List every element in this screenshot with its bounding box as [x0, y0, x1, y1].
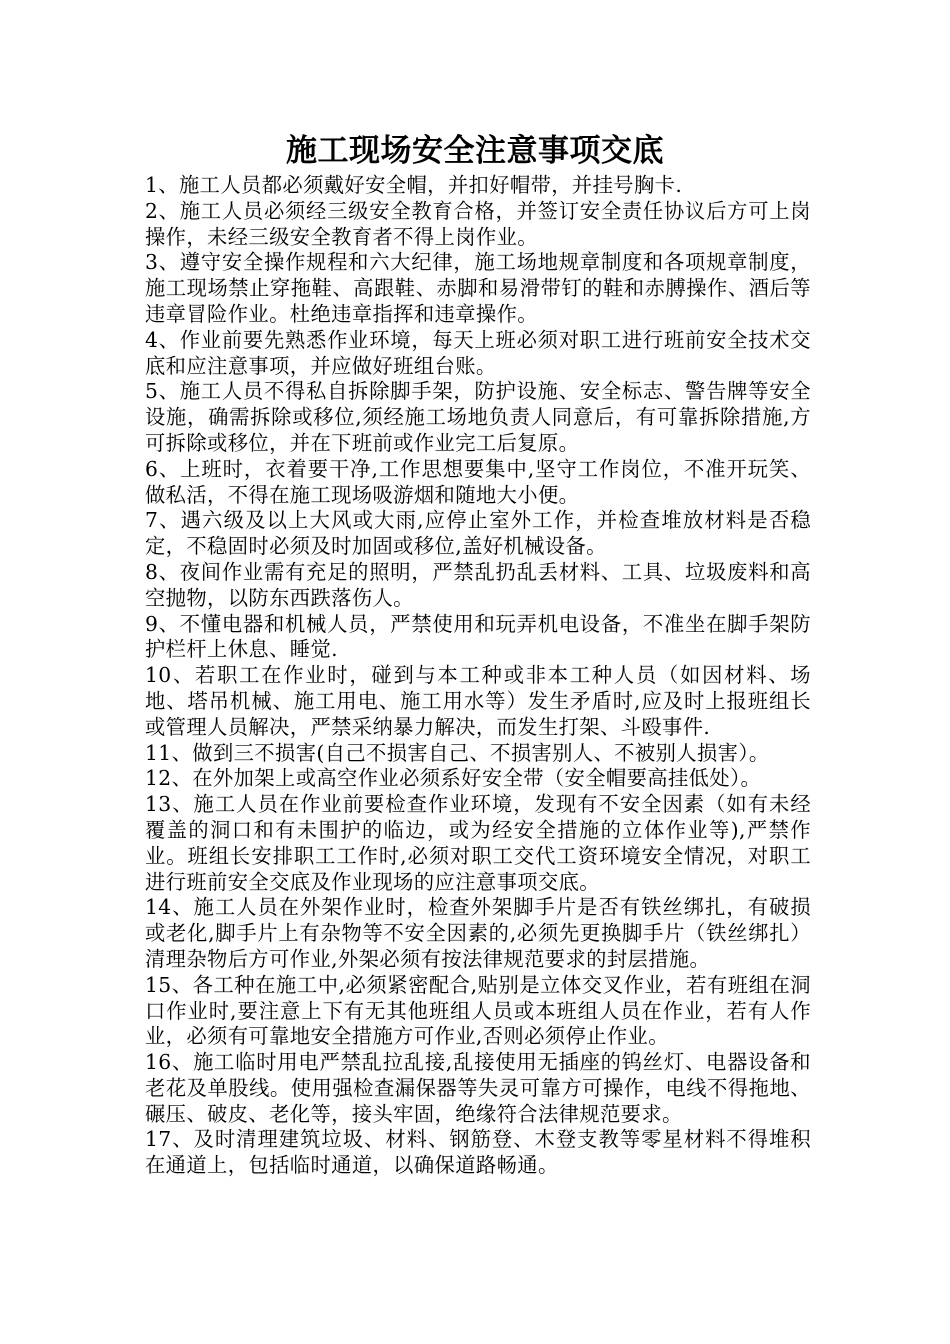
list-item: 5、施工人员不得私自拆除脚手架，防护设施、安全标志、警告牌等安全设施，确需拆除或移位,须经施工场地负责人同意后，有可靠拆除措施,方可拆除或移位，并在下班前或作业完工后复原。: [145, 379, 811, 455]
document-body: [145, 173, 811, 1179]
list-item: 8、夜间作业需有充足的照明，严禁乱扔乱丢材料、工具、垃圾废料和高空抛物，以防东西跌落伤人。: [145, 559, 811, 610]
list-item: 12、在外加架上或高空作业必须系好安全带（安全帽要高挂低处）。: [145, 766, 762, 791]
list-item: 4、作业前要先熟悉作业环境，每天上班必须对职工进行班前安全技术交底和应注意事项，并应做好班组台账。: [145, 327, 811, 378]
list-item: 14、施工人员在外架作业时，检查外架脚手片是否有铁丝绑扎，有破损或老化,脚手片上有杂物等不安全因素的,必须先更换脚手片（铁丝绑扎）清理杂物后方可作业,外架必须有按法律规范要求的封层措施。: [145, 895, 811, 971]
list-item: 9、不懂电器和机械人员，严禁使用和玩弄机电设备，不准坐在脚手架防护栏杆上休息、睡觉.: [145, 611, 811, 662]
list-item: 17、及时清理建筑垃圾、材料、钢筋登、木登支教等零星材料不得堆积在通道上，包括临时通道，以确保道路畅通。: [145, 1127, 811, 1178]
list-item: 7、遇六级及以上大风或大雨,应停止室外工作，并检查堆放材料是否稳定，不稳固时必须及时加固或移位,盖好机械设备。: [145, 508, 811, 559]
list-item: 6、上班时，衣着要干净,工作思想要集中,坚守工作岗位，不准开玩笑、做私活，不得在施工现场吸游烟和随地大小便。: [145, 456, 811, 507]
list-item: 10、若职工在作业时，碰到与本工种或非本工种人员（如因材料、场地、塔吊机械、施工用电、施工用水等）发生矛盾时,应及时上报班组长或管理人员解决，严禁采纳暴力解决，而发生打架、斗殴事件.: [145, 663, 811, 739]
list-item: 11、做到三不损害(自己不损害自己、不损害别人、不被别人损害）。: [145, 740, 770, 765]
list-item: 16、施工临时用电严禁乱拉乱接,乱接使用无插座的钨丝灯、电器设备和老花及单股线。使用强检查漏保器等失灵可靠方可操作，电线不得拖地、碾压、破皮、老化等，接头牢固，绝缘符合法律规范要求。: [145, 1050, 811, 1126]
document-title: 施工现场安全注意事项交底: [286, 133, 664, 169]
list-item: 1、施工人员都必须戴好安全帽，并扣好帽带，并挂号胸卡.: [145, 173, 683, 197]
list-item: 15、各工种在施工中,必须紧密配合,贴别是立体交叉作业，若有班组在洞口作业时,要注意上下有无其他班组人员或本班组人员在作业，若有人作业，必须有可靠地安全措施方可作业,否则必须停止作业。: [145, 972, 811, 1049]
list-item: 13、施工人员在作业前要检查作业环境，发现有不安全因素（如有未经覆盖的洞口和有未围护的临边，或为经安全措施的立体作业等),严禁作业。班组长安排职工工作时,必须对职工交代工资环境安全情况，对职工进行班前安全交底及作业现场的应注意事项交底。: [145, 792, 811, 894]
list-item: 3、遵守安全操作规程和六大纪律，施工场地规章制度和各项规章制度，施工现场禁止穿拖鞋、高跟鞋、赤脚和易滑带钉的鞋和赤膊操作、酒后等违章冒险作业。杜绝违章指挥和违章操作。: [145, 250, 811, 326]
list-item: 2、施工人员必须经三级安全教育合格，并签订安全责任协议后方可上岗操作，未经三级安全教育者不得上岗作业。: [145, 198, 811, 249]
